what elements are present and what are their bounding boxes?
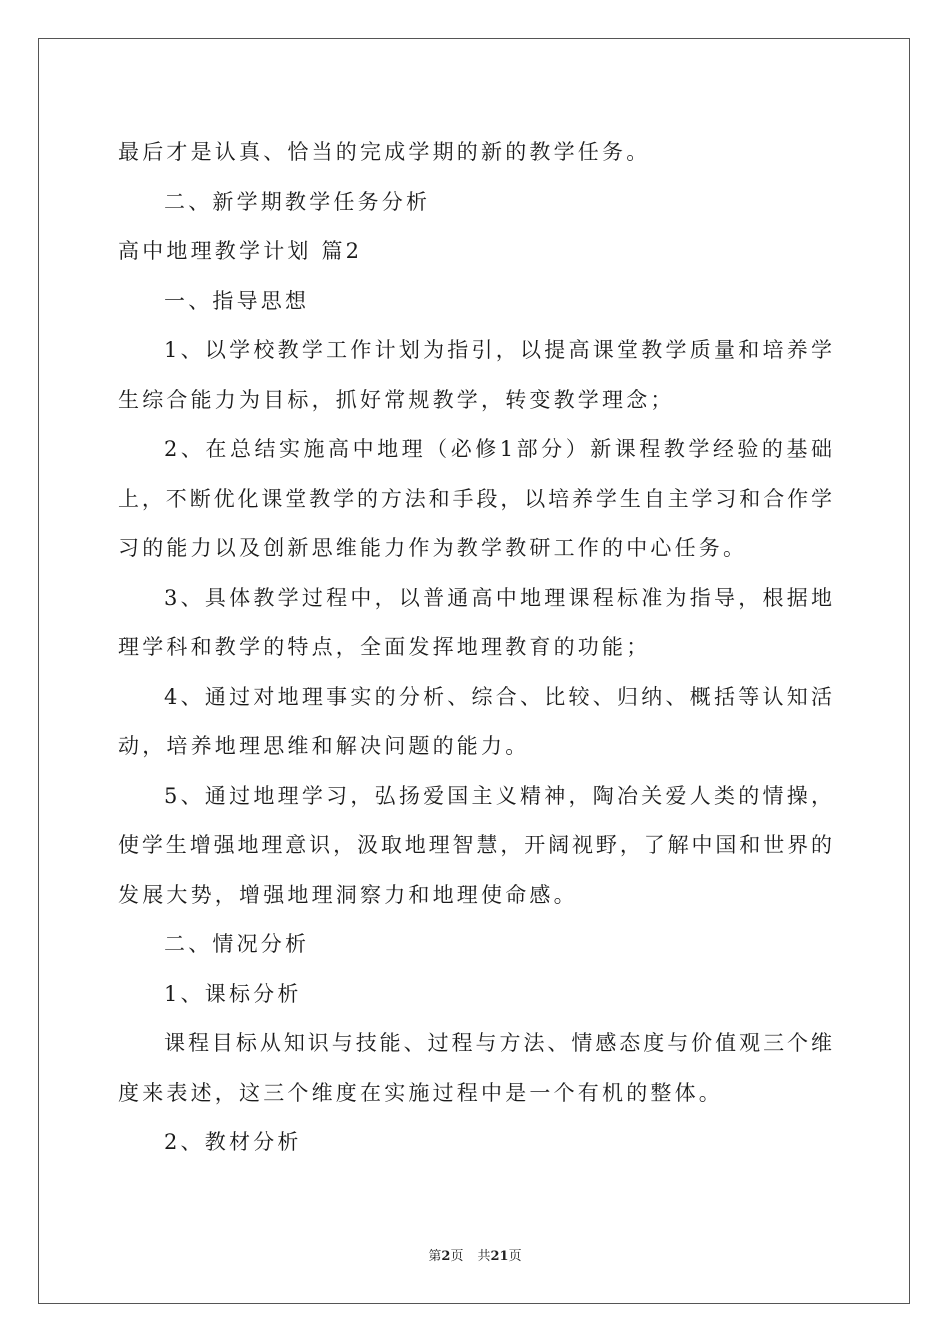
page-number: 2 bbox=[441, 1249, 451, 1264]
text-line: 上，不断优化课堂教学的方法和手段，以培养学生自主学习和合作学 bbox=[118, 486, 832, 511]
page-prefix: 第 bbox=[428, 1249, 442, 1264]
text-line: 二、情况分析 bbox=[164, 932, 310, 956]
text-line: 习的能力以及创新思维能力作为教学教研工作的中心任务。 bbox=[118, 536, 748, 560]
text-line: 动，培养地理思维和解决问题的能力。 bbox=[118, 734, 530, 758]
text-line: 生综合能力为目标，抓好常规教学，转变教学理念； bbox=[118, 387, 675, 412]
text-line: 使学生增强地理意识，汲取地理智慧，开阔视野，了解中国和世界的 bbox=[118, 833, 832, 857]
text-line: 2、在总结实施高中地理（必修1部分）新课程教学经验的基础 bbox=[164, 437, 832, 461]
text-line: 最后才是认真、恰当的完成学期的新的教学任务。 bbox=[118, 140, 651, 164]
text-line: 5、通过地理学习，弘扬爱国主义精神，陶冶关爱人类的情操， bbox=[164, 783, 832, 808]
text-line: 1、课标分析 bbox=[164, 981, 302, 1006]
text-line: 理学科和教学的特点，全面发挥地理教育的功能； bbox=[118, 635, 651, 659]
text-line: 高中地理教学计划 篇2 bbox=[118, 239, 363, 263]
page-footer bbox=[0, 1248, 950, 1266]
text-line: 发展大势，增强地理洞察力和地理使命感。 bbox=[118, 882, 578, 907]
text-line: 3、具体教学过程中，以普通高中地理课程标准为指导，根据地 bbox=[164, 585, 832, 610]
text-line: 一、指导思想 bbox=[164, 288, 310, 313]
text-line: 度来表述，这三个维度在实施过程中是一个有机的整体。 bbox=[118, 1080, 723, 1105]
text-line: 课程目标从知识与技能、过程与方法、情感态度与价值观三个维 bbox=[164, 1031, 832, 1055]
text-line: 二、新学期教学任务分析 bbox=[164, 189, 431, 214]
text-line: 2、教材分析 bbox=[164, 1130, 302, 1154]
document-body bbox=[118, 128, 832, 1168]
page-suffix: 页 bbox=[450, 1249, 464, 1264]
total-suffix: 页 bbox=[508, 1249, 522, 1264]
total-pages: 21 bbox=[490, 1249, 509, 1264]
text-line: 4、通过对地理事实的分析、综合、比较、归纳、概括等认知活 bbox=[164, 684, 832, 709]
text-line: 1、以学校教学工作计划为指引，以提高课堂教学质量和培养学 bbox=[164, 338, 832, 362]
total-prefix: 共 bbox=[477, 1249, 491, 1264]
